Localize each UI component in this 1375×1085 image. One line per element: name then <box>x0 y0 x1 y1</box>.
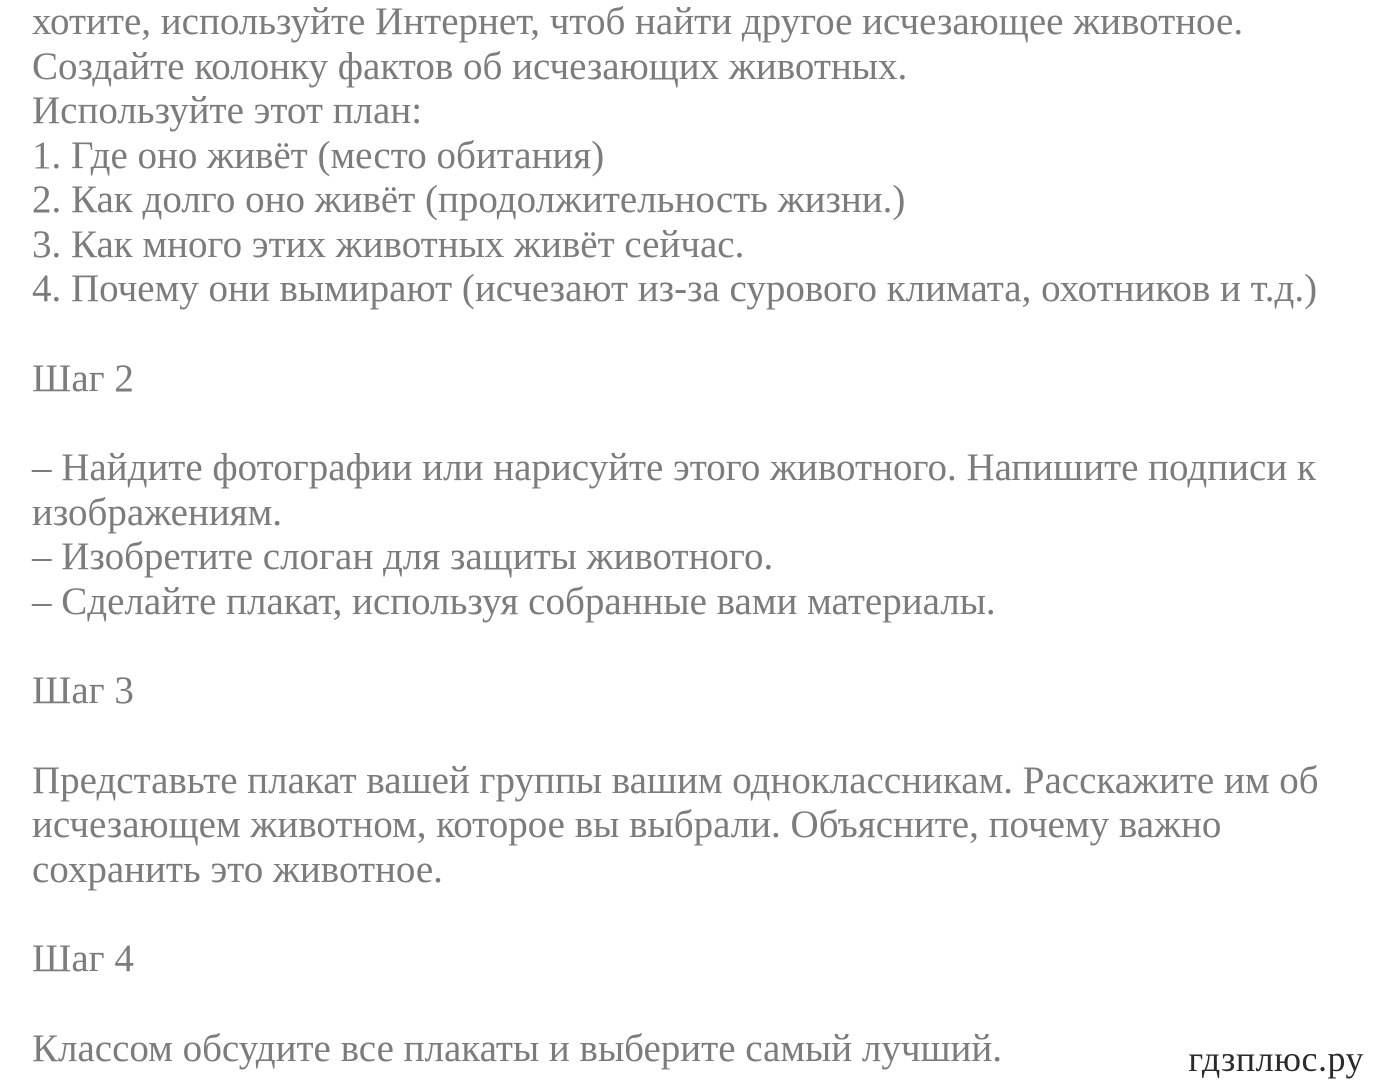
plan-item: 2. Как долго оно живёт (продолжительность жизни.) <box>32 178 906 221</box>
intro-line: Создайте колонку фактов об исчезающих животных. <box>32 44 908 88</box>
intro-line: хотите, используйте Интернет, чтоб найти другое исчезающее животное. <box>32 0 1244 43</box>
step3-text: Представьте плакат вашей группы вашим одноклассникам. Расскажите им об исчезающем животном, которое вы выбрали. Объясните, почему важно сохранить это животное. <box>32 758 1319 891</box>
watermark-text: гдзплюс.ру <box>1188 1039 1364 1079</box>
step2-item: – Найдите фотографии или нарисуйте этого животного. Напишите подписи к изображениям. <box>32 446 1316 534</box>
step2-item: – Сделайте плакат, используя собранные вами материалы. <box>32 579 996 623</box>
step2-item: – Изобретите слоган для защиты животного. <box>32 535 774 578</box>
plan-item: 4. Почему они вымирают (исчезают из-за сурового климата, охотников и т.д.) <box>32 267 1318 310</box>
step3-heading: Шаг 3 <box>32 669 134 712</box>
plan-item: 3. Как много этих животных живёт сейчас. <box>32 222 745 266</box>
plan-item: 1. Где оно живёт (место обитания) <box>32 133 605 177</box>
document-body <box>32 0 1362 1071</box>
intro-line: Используйте этот план: <box>32 89 423 132</box>
step4-text: Классом обсудите все плакаты и выберите самый лучший. <box>32 1026 1002 1070</box>
step2-heading: Шаг 2 <box>32 356 134 400</box>
step4-heading: Шаг 4 <box>32 937 134 980</box>
